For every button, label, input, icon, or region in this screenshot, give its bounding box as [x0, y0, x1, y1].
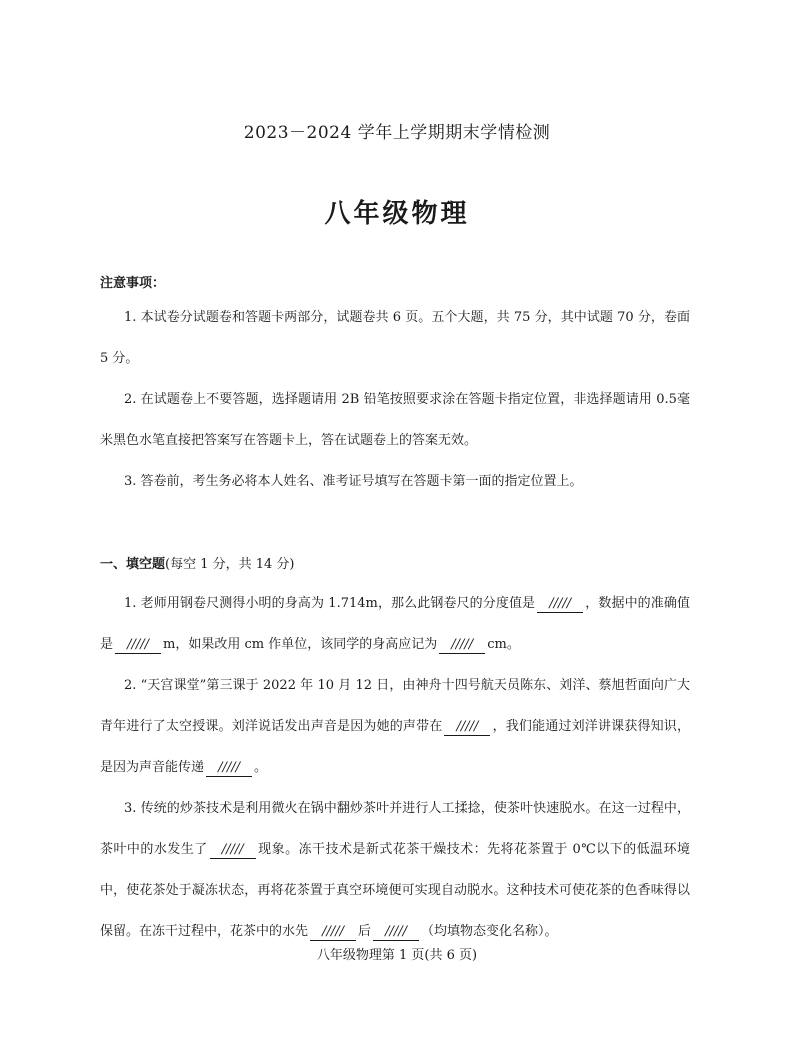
section-score-note: (每空 1 分，共 14 分) — [165, 557, 295, 572]
answer-blank: ///// — [444, 719, 490, 736]
q3-text-2: 现象。冻干技术是新式花茶干燥技术：先将花茶置于 0℃以下的低温环境中，使花茶处于凝冻状态，再将花茶置于真空环境便可实现自动脱水。这种技术可使花茶的色香味得以保留。在冻干过程中，花茶中的水先 — [100, 842, 690, 939]
q1-text-4: cm。 — [487, 637, 520, 652]
answer-blank: ///// — [537, 596, 583, 613]
notice-item-1: 1. 本试卷分试题卷和答题卡两部分，试题卷共 6 页。五个大题，共 75 分，其中试题 70 分，卷面 5 分。 — [100, 310, 690, 366]
exam-title: 2023－2024 学年上学期期末学情检测 — [243, 123, 551, 143]
page-footer: 八年级物理第 1 页(共 6 页) — [316, 948, 478, 963]
notice-item-2: 2. 在试题卷上不要答题，选择题请用 2B 铅笔按照要求涂在答题卡指定位置，非选择题请用 0.5毫米黑色水笔直接把答案写在答题卡上，答在试题卷上的答案无效。 — [100, 392, 690, 448]
q1-text-1: 1. 老师用钢卷尺测得小明的身高为 1.714m，那么此钢卷尺的分度值是 — [124, 596, 536, 611]
q1-text-3: m，如果改用 cm 作单位，该同学的身高应记为 — [163, 637, 438, 652]
answer-blank: ///// — [439, 637, 485, 654]
q2-text-1: 2. “天宫课堂”第三课于 2022 年 10 月 12 日，由神舟十四号航天员陈东、刘洋、蔡旭哲面向广大青年进行了太空授课。刘洋说话发出声音是因为她的声带在 — [100, 678, 690, 734]
q3-text-4: （均填物态变化名称）。 — [421, 924, 558, 939]
q3-text-1: 3. 传统的炒茶技术是利用微火在锅中翻炒茶叶并进行人工揉捻，使茶叶快速脱水。在这一过程中，茶叶中的水发生了 — [100, 801, 690, 857]
answer-blank: ///// — [310, 924, 356, 941]
section-heading — [100, 553, 295, 572]
question-1 — [100, 583, 690, 665]
notice-heading: 注意事项： — [100, 276, 166, 291]
section-title: 一、填空题 — [100, 557, 166, 572]
q3-text-3: 后 — [358, 924, 372, 939]
question-2 — [100, 665, 690, 788]
q2-text-3: 。 — [254, 760, 268, 775]
answer-blank: ///// — [206, 760, 252, 777]
q2-text-2: ，我们能通过刘洋讲课获得知识，是因为声音能传递 — [100, 719, 690, 775]
answer-blank: ///// — [210, 842, 256, 859]
notice-item-3: 3. 答卷前，考生务必将本人姓名、准考证号填写在答题卡第一面的指定位置上。 — [124, 474, 583, 489]
q1-text-2: ，数据中的准确值是 — [100, 596, 690, 652]
subject-title: 八年级物理 — [324, 199, 470, 229]
answer-blank: ///// — [115, 637, 161, 654]
question-3 — [100, 788, 690, 952]
answer-blank: ///// — [373, 924, 419, 941]
